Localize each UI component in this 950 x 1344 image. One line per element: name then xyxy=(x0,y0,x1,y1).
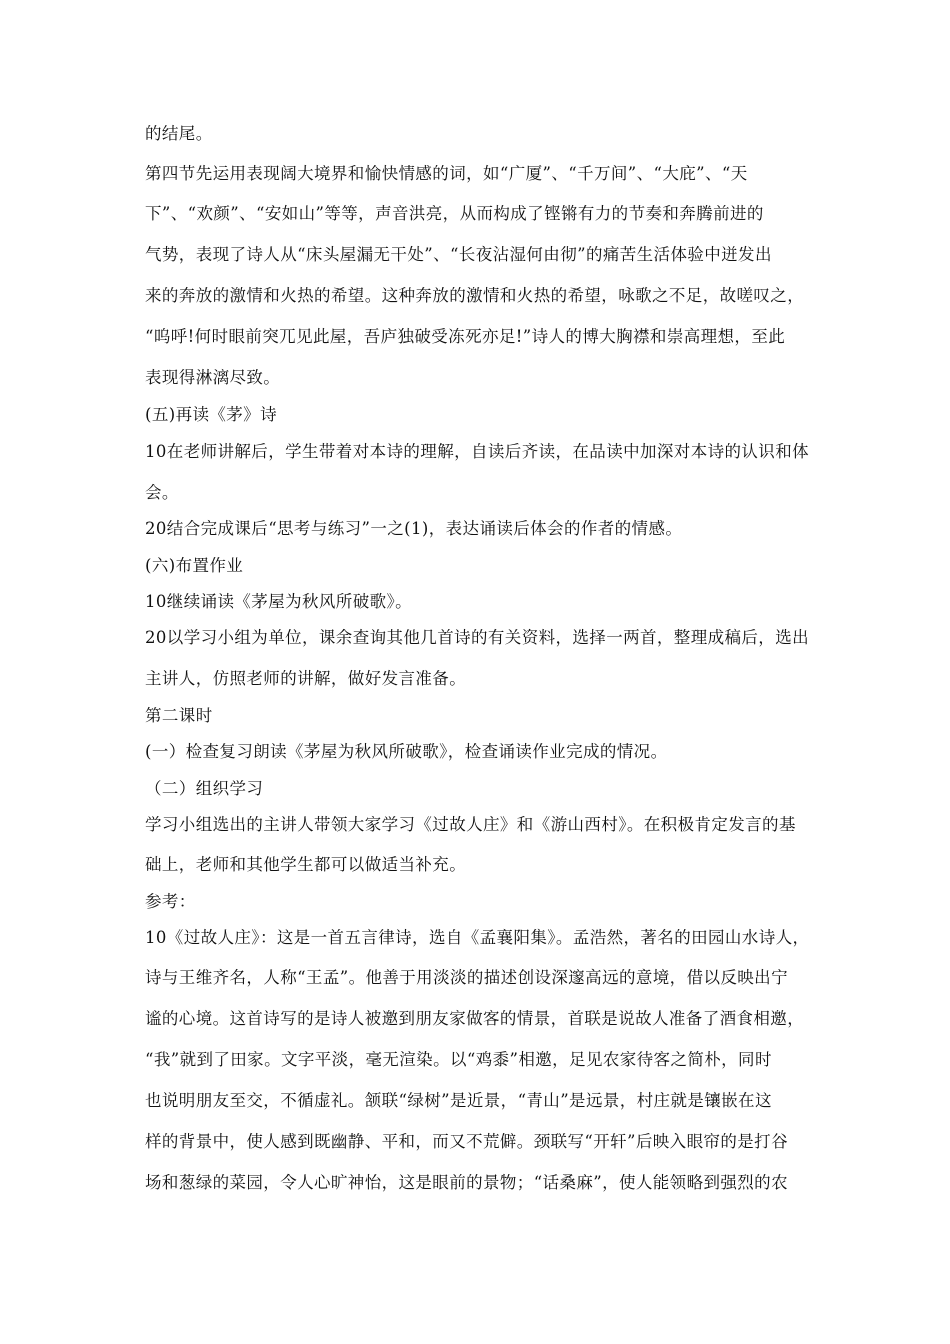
text-line: “我”就到了田家。文字平淡，毫无渲染。以“鸡黍”相邀，足见农家待客之简朴，同时 xyxy=(145,1050,772,1069)
text-line: 诗与王维齐名，人称“王孟”。他善于用淡淡的描述创设深邃高远的意境，借以反映出宁 xyxy=(145,968,788,987)
text-line: 也说明朋友至交，不循虚礼。颔联“绿树”是近景，“青山”是远景，村庄就是镶嵌在这 xyxy=(145,1091,772,1110)
text-line: 第四节先运用表现阔大境界和愉快情感的词，如“广厦”、“千万间”、“大庇”、“天 xyxy=(145,164,748,183)
text-line: 础上，老师和其他学生都可以做适当补充。 xyxy=(145,855,467,874)
section-heading: (六)布置作业 xyxy=(145,556,244,575)
text-line: 气势，表现了诗人从“床头屋漏无干处”、“长夜沾湿何由彻”的痛苦生活体验中迸发出 xyxy=(145,245,772,264)
text-line: (一）检查复习朗读《茅屋为秋风所破歌》，检查诵读作业完成的情况。 xyxy=(145,742,668,761)
section-heading: （二）组织学习 xyxy=(145,779,264,798)
text-line: 谧的心境。这首诗写的是诗人被邀到朋友家做客的情景，首联是说故人准备了酒食相邀， xyxy=(145,1009,805,1028)
text-line: 学习小组选出的主讲人带领大家学习《过故人庄》和《游山西村》。在积极肯定发言的基 xyxy=(145,815,796,834)
text-line: 20结合完成课后“思考与练习”一之(1)，表达诵读后体会的作者的情感。 xyxy=(145,519,683,538)
text-line: 来的奔放的激情和火热的希望。这种奔放的激情和火热的希望，咏歌之不足，故嗟叹之， xyxy=(145,286,805,305)
text-line: 的结尾。 xyxy=(145,124,213,143)
text-line: 20以学习小组为单位，课余查询其他几首诗的有关资料，选择一两首，整理成稿后，选出 xyxy=(145,628,809,647)
text-line: 样的背景中，使人感到既幽静、平和，而又不荒僻。颈联写“开轩”后映入眼帘的是打谷 xyxy=(145,1132,788,1151)
text-line: 会。 xyxy=(145,483,179,502)
text-line: 下”、“欢颜”、“安如山”等等，声音洪亮，从而构成了铿锵有力的节奏和奔腾前进的 xyxy=(145,204,764,223)
text-line: 表现得淋漓尽致。 xyxy=(145,368,281,387)
text-line: “呜呼!何时眼前突兀见此屋，吾庐独破受冻死亦足!”诗人的博大胸襟和崇高理想，至此 xyxy=(145,327,786,346)
text-line: 10《过故人庄》：这是一首五言律诗，选自《孟襄阳集》。孟浩然，著名的田园山水诗人， xyxy=(145,928,810,947)
text-line: 10在老师讲解后，学生带着对本诗的理解，自读后齐读，在品读中加深对本诗的认识和体 xyxy=(145,442,809,461)
section-heading: 第二课时 xyxy=(145,706,213,725)
section-heading: 参考： xyxy=(145,892,196,911)
section-heading: (五)再读《茅》诗 xyxy=(145,405,277,424)
text-line: 场和葱绿的菜园，令人心旷神怡，这是眼前的景物；“话桑麻”，使人能领略到强烈的农 xyxy=(145,1173,788,1192)
text-line: 主讲人，仿照老师的讲解，做好发言准备。 xyxy=(145,669,467,688)
text-line: 10继续诵读《茅屋为秋风所破歌》。 xyxy=(145,592,413,611)
